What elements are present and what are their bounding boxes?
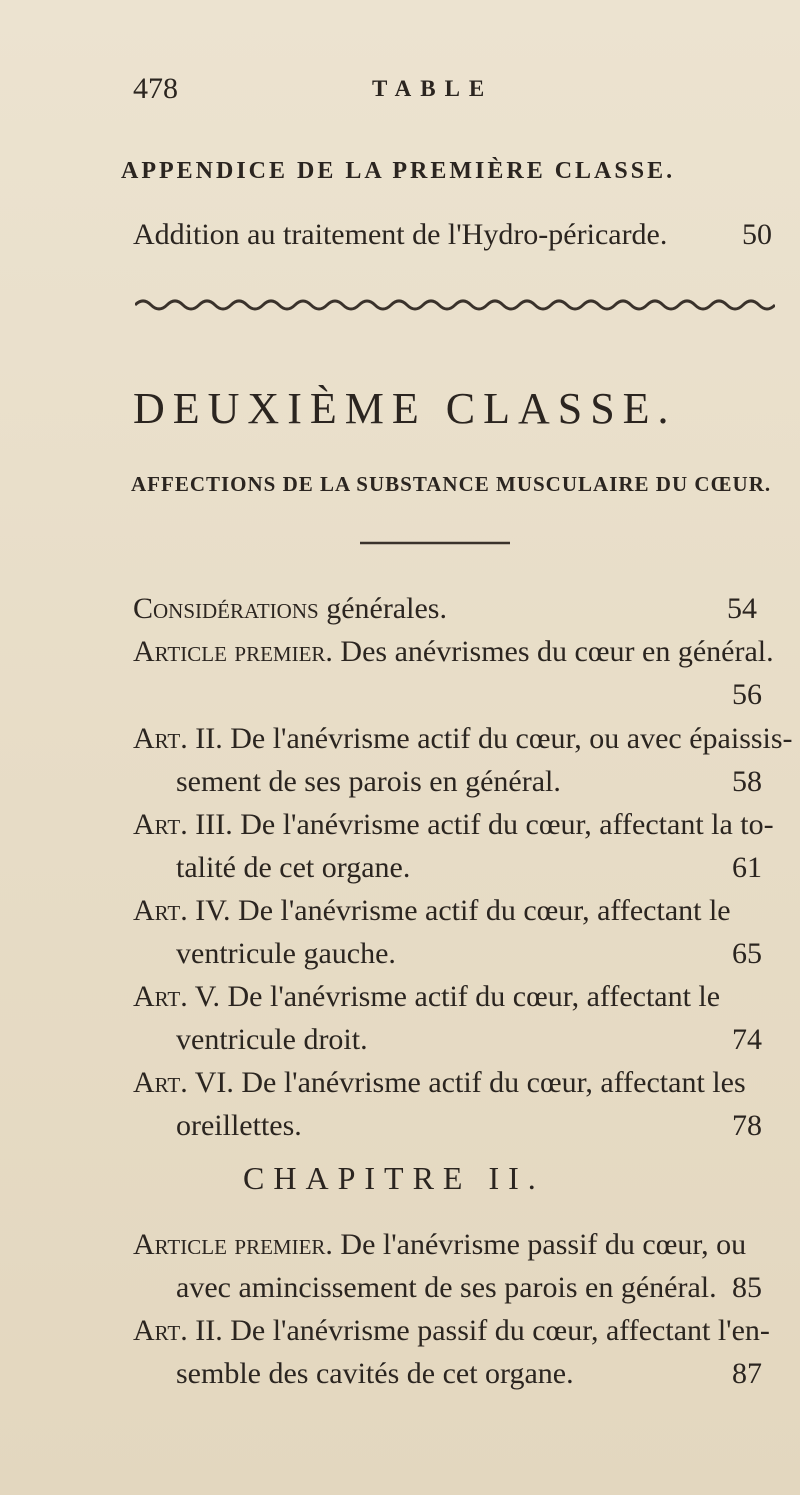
entry-page: 78 <box>732 1109 762 1142</box>
appendix-entry-text: Addition au traitement de l'Hydro-péricarde. <box>133 218 668 251</box>
toc-entry-ch2-art-2 <box>133 1314 770 1348</box>
entry-page: 58 <box>732 765 762 798</box>
entry-text-continued: avec amincissement de ses parois en général. <box>176 1271 717 1304</box>
entry-lead: Art. VI. <box>133 1066 234 1099</box>
toc-entry-considerations <box>133 592 447 626</box>
toc-entry-ch2-article-premier <box>133 1228 746 1262</box>
entry-text: De l'anévrisme actif du cœur, affectant les <box>241 1066 746 1099</box>
entry-page: 56 <box>732 678 762 711</box>
entry-text: De l'anévrisme actif du cœur, affectant le <box>238 894 731 927</box>
entry-text-continued: sement de ses parois en général. <box>176 765 561 798</box>
entry-lead: Article premier. <box>133 1228 333 1261</box>
entry-text-continued: ventricule droit. <box>176 1023 368 1056</box>
appendix-entry-page: 50 <box>742 218 772 251</box>
appendix-title: APPENDICE DE LA PREMIÈRE CLASSE. <box>121 158 676 184</box>
toc-entry-art-5 <box>133 980 720 1014</box>
entry-lead: Art. II. <box>133 722 223 755</box>
toc-entry-art-6 <box>133 1066 746 1100</box>
entry-page: 85 <box>732 1271 762 1304</box>
page-number: 478 <box>133 72 178 105</box>
entry-lead: Art. V. <box>133 980 220 1013</box>
entry-text: De l'anévrisme actif du cœur, ou avec épaissis- <box>230 722 793 755</box>
running-title: TABLE <box>372 76 494 101</box>
entry-lead: Art. II. <box>133 1314 223 1347</box>
entry-text-continued: ventricule gauche. <box>176 937 396 970</box>
entry-lead: Article premier. <box>133 635 333 668</box>
entry-page: 61 <box>732 851 762 884</box>
short-rule <box>360 540 510 546</box>
toc-entry-art-2 <box>133 722 793 756</box>
entry-lead: Art. III. <box>133 808 233 841</box>
ornamental-rule <box>135 296 775 314</box>
toc-entry-article-premier <box>133 635 774 669</box>
entry-page: 74 <box>732 1023 762 1056</box>
entry-text-continued: oreillettes. <box>176 1109 302 1142</box>
entry-text-continued: talité de cet organe. <box>176 851 411 884</box>
entry-text: De l'anévrisme passif du cœur, ou <box>340 1228 747 1261</box>
toc-entry-art-4 <box>133 894 731 928</box>
entry-text: De l'anévrisme actif du cœur, affectant la to- <box>240 808 774 841</box>
entry-lead: Art. IV. <box>133 894 231 927</box>
entry-page: 65 <box>732 937 762 970</box>
entry-text: générales. <box>326 592 447 625</box>
entry-text: De l'anévrisme passif du cœur, affectant l'en- <box>230 1314 770 1347</box>
chapter-title: CHAPITRE II. <box>243 1160 545 1196</box>
class-title: DEUXIÈME CLASSE. <box>133 384 677 433</box>
toc-entry-art-3 <box>133 808 774 842</box>
entry-lead: Considérations <box>133 592 319 625</box>
entry-text: Des anévrismes du cœur en général. <box>340 635 774 668</box>
entry-page: 87 <box>732 1357 762 1390</box>
entry-text: De l'anévrisme actif du cœur, affectant le <box>227 980 721 1013</box>
entry-text-continued: semble des cavités de cet organe. <box>176 1357 574 1390</box>
entry-page: 54 <box>727 592 757 625</box>
section-title: AFFECTIONS DE LA SUBSTANCE MUSCULAIRE DU CŒUR. <box>131 472 772 496</box>
